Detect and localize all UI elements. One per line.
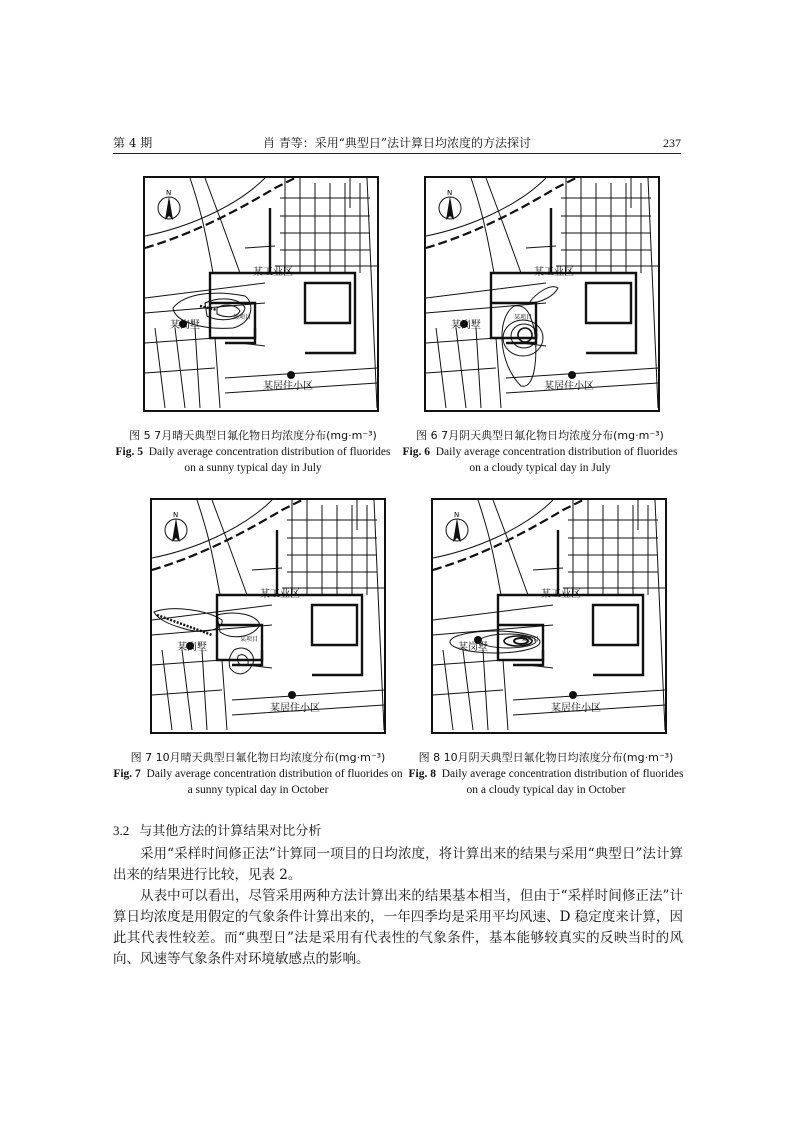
figure-6-caption-en: Daily average concentration distribution of fluorides on a cloudy typical day in July [435,446,678,474]
residential-label: 某居住小区 [270,703,320,714]
residential-label: 某居住小区 [263,381,313,392]
body-paragraph-2: 从表中可以看出，尽管采用两种方法计算出来的结果基本相当，但由于“采样时间修正法”计算日均浓度是用假定的气象条件计算出来的，一年四季均是采用平均风速、D 稳定度来计算，因此其代表性较差。而“典型日”法是采用有代表性的气象条件，基本能够较真实的反映当时的风向、风速等气象条件对环境敏感点的影响。 [113,888,683,967]
page-number: 237 [663,136,681,150]
figure-7-label: Fig. 7 [113,768,141,780]
industrial-zone-label: 某工业区 [541,589,581,600]
figure-6-caption-cn: 图 6 7月阴天典型日氟化物日均浓度分布(mg·m⁻³) [416,429,664,442]
figure-6-caption [398,428,682,476]
figure-8-label: Fig. 8 [408,768,436,780]
north-label: N [447,189,453,197]
figure-7-map [150,498,386,734]
figure-7-caption [113,750,403,798]
project-label: 某项目 [240,636,259,643]
figure-8-map [431,498,667,734]
section-title: 与其他方法的计算结果对比分析 [139,824,322,839]
figure-8-caption-cn: 图 8 10月阴天典型日氟化物日均浓度分布(mg·m⁻³) [418,751,674,764]
figure-8-caption [404,750,688,798]
residential-label: 某居住小区 [551,703,601,714]
figure-5-caption-en: Daily average concentration distribution of fluorides on a sunny typical day in July [148,446,391,474]
figure-6-label: Fig. 6 [402,446,430,458]
figure-5-map [143,176,379,412]
figure-7-caption-en: Daily average concentration distribution of fluorides on a sunny typical day in October [146,768,403,796]
industrial-zone-label: 某工业区 [253,267,293,278]
project-label: 某项目 [521,636,540,643]
village-label: 某岗墅 [451,320,481,331]
village-label: 某岗墅 [458,642,488,653]
industrial-zone-label: 某工业区 [260,589,300,600]
figure-8-caption-en: Daily average concentration distribution of fluorides on a cloudy typical day in October [441,768,684,796]
figure-6-map [424,176,660,412]
north-label: N [173,511,179,519]
project-label: 某项目 [233,314,252,321]
village-label: 某岗墅 [170,320,200,331]
body-paragraph-1: 采用“采样时间修正法”计算同一项目的日均浓度，将计算出来的结果与采用“典型日”法计算出来的结果进行比较，见表 2。 [113,846,683,883]
project-label: 某项目 [514,314,533,321]
running-title: 肖 青等：采用“典型日”法计算日均浓度的方法探讨 [262,136,532,150]
running-header [113,133,681,154]
figure-5-label: Fig. 5 [115,446,143,458]
industrial-zone-label: 某工业区 [534,267,574,278]
north-label: N [454,511,460,519]
issue-number: 第 4 期 [113,136,153,150]
north-label: N [166,189,172,197]
figure-7-caption-cn: 图 7 10月晴天典型日氟化物日均浓度分布(mg·m⁻³) [130,751,386,764]
residential-label: 某居住小区 [544,381,594,392]
figure-5-caption [113,428,393,476]
section-heading [113,820,321,839]
figure-5-caption-cn: 图 5 7月晴天典型日氟化物日均浓度分布(mg·m⁻³) [129,429,377,442]
section-number: 3.2 [113,823,130,838]
village-label: 某岗墅 [177,642,207,653]
